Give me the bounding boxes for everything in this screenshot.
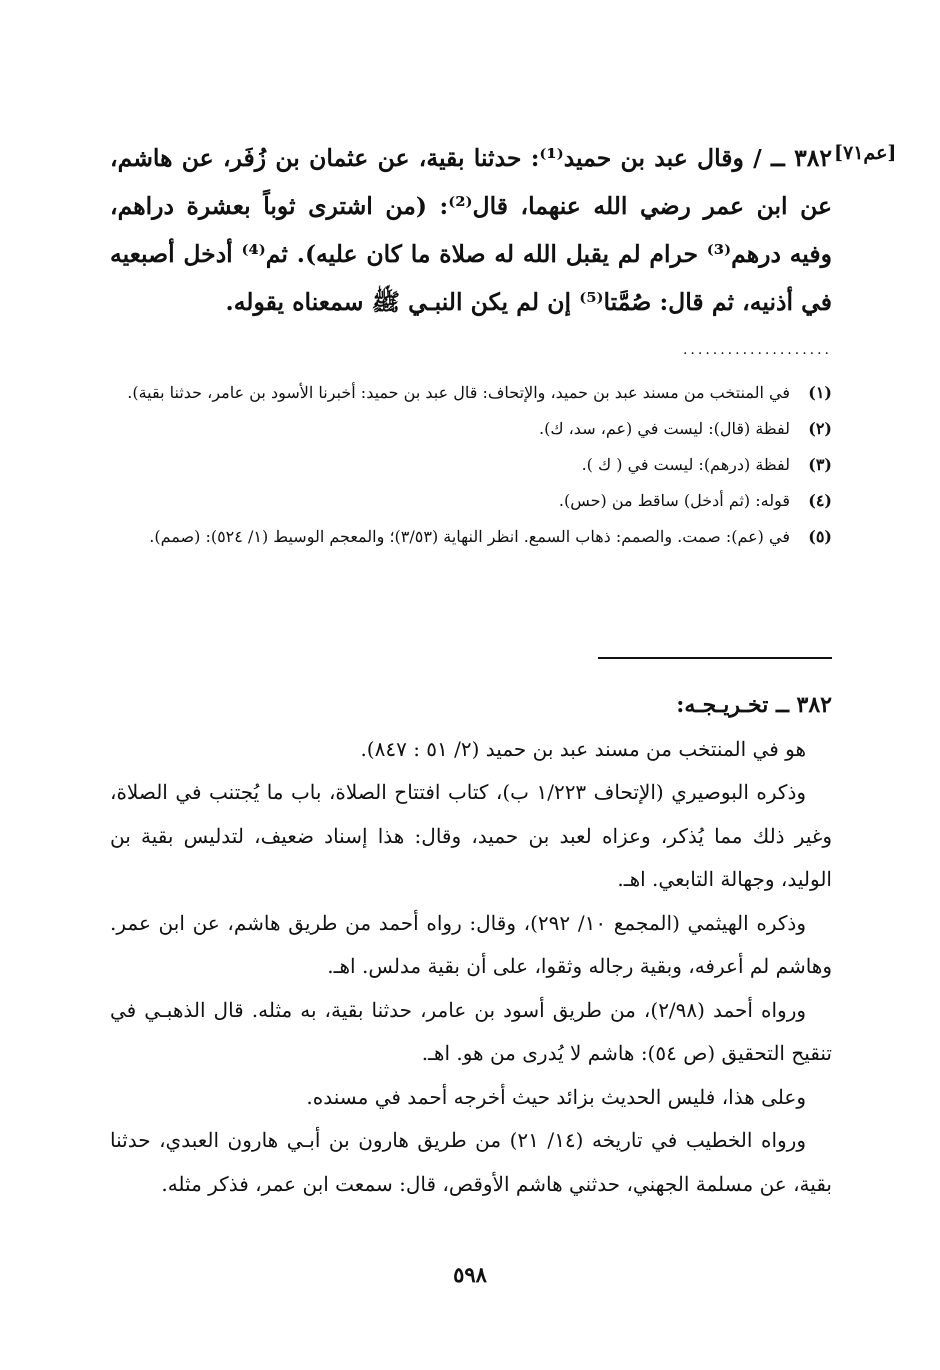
- takhrij-paragraph: ورواه أحمد (٢/٩٨)، من طريق أسود بن عامر، حدثنا بقية، به مثله. قال الذهبـي في تنقيح التحقيق (ص ٥٤): هاشم لا يُدرى من هو. اهـ.: [110, 997, 832, 1065]
- footnote-number: (٢): [808, 419, 832, 438]
- takhrij-paragraph: هو في المنتخب من مسند عبد بن حميد (٢/ ٥١ : ٨٤٧).: [360, 736, 806, 761]
- footnote-number: (٣): [808, 455, 832, 474]
- takhrij-paragraph: وعلى هذا، فليس الحديث بزائد حيث أخرجه أحمد في مسنده.: [306, 1084, 806, 1109]
- takhrij-section: [110, 684, 832, 1206]
- footnote-text: قوله: (ثم أدخل) ساقط من (حس).: [558, 491, 790, 510]
- page-number: ٥٩٨: [453, 1262, 487, 1287]
- footnote-text: في (عم): صمت. والصمم: ذهاب السمع. انظر النهاية (٣/٥٣)؛ والمعجم الوسيط (١/ ٥٢٤): (صمم).: [149, 527, 790, 546]
- margin-reference: [عم٧١]: [834, 142, 897, 164]
- footnote-number: (١): [808, 383, 832, 402]
- takhrij-paragraph: وذكره البوصيري (الإتحاف ١/٢٢٣ ب)، كتاب افتتاح الصلاة، باب ما يُجتنب في الصلاة، وغير ذلك مما يُذكر، وعزاه لعبد بن حميد، وقال: هذا إسناد ضعيف، لتدليس بقية بن الوليد، وجهالة التابعي. اهـ.: [110, 780, 832, 891]
- footnote-3: [110, 447, 832, 483]
- footnote-number: (٥): [808, 527, 832, 546]
- hadith-text: [110, 134, 832, 326]
- footnote-text: لفظة (قال): ليست في (عم، سد، ك).: [539, 419, 790, 438]
- takhrij-paragraph: ورواه الخطيب في تاريخه (١٤/ ٢١) من طريق هارون بن أبـي هارون العبدي، حدثنا بقية، عن مسلمة الجهني، حدثني هاشم الأوقص، قال: سمعت ابن عمر، فذكر مثله.: [110, 1128, 832, 1196]
- footnotes: [110, 375, 832, 555]
- footnote-text: لفظة (درهم): ليست في ( ك ).: [581, 455, 790, 474]
- takhrij-paragraph: وذكره الهيثمي (المجمع ١٠/ ٢٩٢)، وقال: رواه أحمد من طريق هاشم، عن ابن عمر. وهاشم لم أعرفه، وبقية رجاله وثقوا، على أن بقية مدلس. اهـ.: [110, 910, 832, 978]
- footnote-text: في المنتخب من مسند عبد بن حميد، والإتحاف: قال عبد بن حميد: أخبرنا الأسود بن عامر، حدثنا بقية).: [127, 383, 790, 402]
- footnote-separator: ....................: [682, 342, 832, 358]
- footnote-number: (٤): [808, 491, 832, 510]
- takhrij-heading: ٣٨٢ ــ تخـريـجـه:: [676, 692, 832, 718]
- footnote-4: [110, 483, 832, 519]
- hadith-paragraph: ٣٨٢ ــ / وقال عبد بن حميد⁽¹⁾: حدثنا بقية، عن عثمان بن زُفَر، عن هاشم، عن ابن عمر رضي الله عنهما، قال⁽²⁾: (من اشترى ثوباً بعشرة دراهم، وفيه درهم⁽³⁾ حرام لم يقبل الله له صلاة ما كان عليه). ثم⁽⁴⁾ أدخل أصبعيه في أذنيه، ثم قال: صُمَّتا⁽⁵⁾ إن لم يكن النبـي ﷺ سمعناه يقوله.: [110, 144, 833, 316]
- footnote-2: [110, 411, 832, 447]
- section-divider: [598, 657, 832, 659]
- footnote-1: [110, 375, 832, 411]
- footnote-5: [110, 519, 832, 555]
